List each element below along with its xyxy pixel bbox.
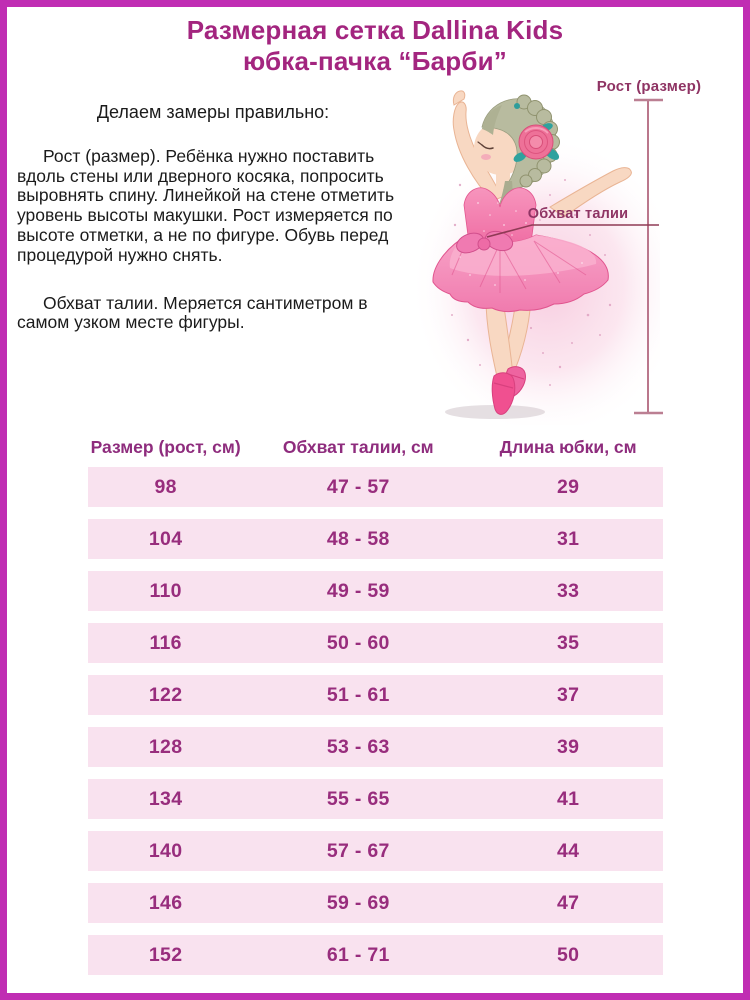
column-header-skirt-length: Длина юбки, см (499, 436, 637, 457)
page-title-line1: Размерная сетка Dallina Kids (186, 15, 564, 45)
instructions-heading: Делаем замеры правильно: (96, 102, 330, 122)
table-cell: 41 (556, 787, 580, 810)
table-cell: 134 (148, 787, 183, 810)
table-cell: 57 - 67 (326, 839, 390, 862)
table-row (88, 779, 663, 819)
table-row (88, 519, 663, 559)
column-header-waist: Обхват талии, см (282, 436, 434, 457)
table-row (88, 727, 663, 767)
table-cell: 50 (556, 943, 580, 966)
size-table-header (88, 436, 663, 458)
table-cell: 47 - 57 (326, 475, 390, 498)
table-cell: 128 (148, 735, 183, 758)
table-cell: 29 (556, 475, 580, 498)
table-cell: 37 (556, 683, 580, 706)
table-cell: 140 (148, 839, 183, 862)
measuring-instructions (17, 103, 409, 333)
table-cell: 39 (556, 735, 580, 758)
table-cell: 51 - 61 (326, 683, 390, 706)
table-cell: 59 - 69 (326, 891, 390, 914)
table-cell: 116 (149, 631, 182, 654)
table-cell: 104 (148, 527, 183, 550)
table-row (88, 571, 663, 611)
table-cell: 98 (154, 475, 177, 498)
table-row (88, 935, 663, 975)
table-cell: 48 - 58 (326, 527, 390, 550)
table-cell: 53 - 63 (326, 735, 390, 758)
table-cell: 110 (149, 579, 182, 602)
page-title (7, 15, 743, 77)
page-title-line2: юбка-пачка “Барби” (242, 46, 508, 76)
size-table-rows (88, 467, 663, 975)
table-cell: 49 - 59 (326, 579, 390, 602)
table-cell: 146 (148, 891, 183, 914)
table-cell: 47 (556, 891, 580, 914)
table-cell: 35 (556, 631, 580, 654)
table-cell: 44 (556, 839, 580, 862)
waist-instruction-paragraph: Обхват талии. Меряется сантиметром в самом узком месте фигуры. (17, 292, 368, 333)
table-cell: 31 (556, 527, 580, 550)
table-cell: 152 (148, 943, 183, 966)
table-cell: 122 (148, 683, 183, 706)
column-header-size: Размер (рост, см) (90, 436, 241, 457)
table-cell: 55 - 65 (326, 787, 390, 810)
table-row (88, 883, 663, 923)
table-row (88, 831, 663, 871)
size-table (88, 436, 663, 987)
height-instruction-paragraph: Рост (размер). Ребёнка нужно поставить вдоль стены или дверного косяка, попросить выровнять спину. Линейкой на стене отметить уровень высоты макушки. Рост измеряется по высоте отметки, а не по фигуре. Обувь перед процедурой нужно снять. (17, 145, 395, 265)
table-cell: 61 - 71 (326, 943, 390, 966)
teal-hair-accent (514, 103, 520, 109)
table-cell: 33 (556, 579, 580, 602)
height-measure-label: Рост (размер) (596, 78, 702, 95)
table-cell: 50 - 60 (326, 631, 390, 654)
table-row (88, 467, 663, 507)
table-row (88, 675, 663, 715)
waist-measure-label: Обхват талии (527, 206, 629, 222)
ballerina-illustration (400, 85, 660, 425)
table-row (88, 623, 663, 663)
